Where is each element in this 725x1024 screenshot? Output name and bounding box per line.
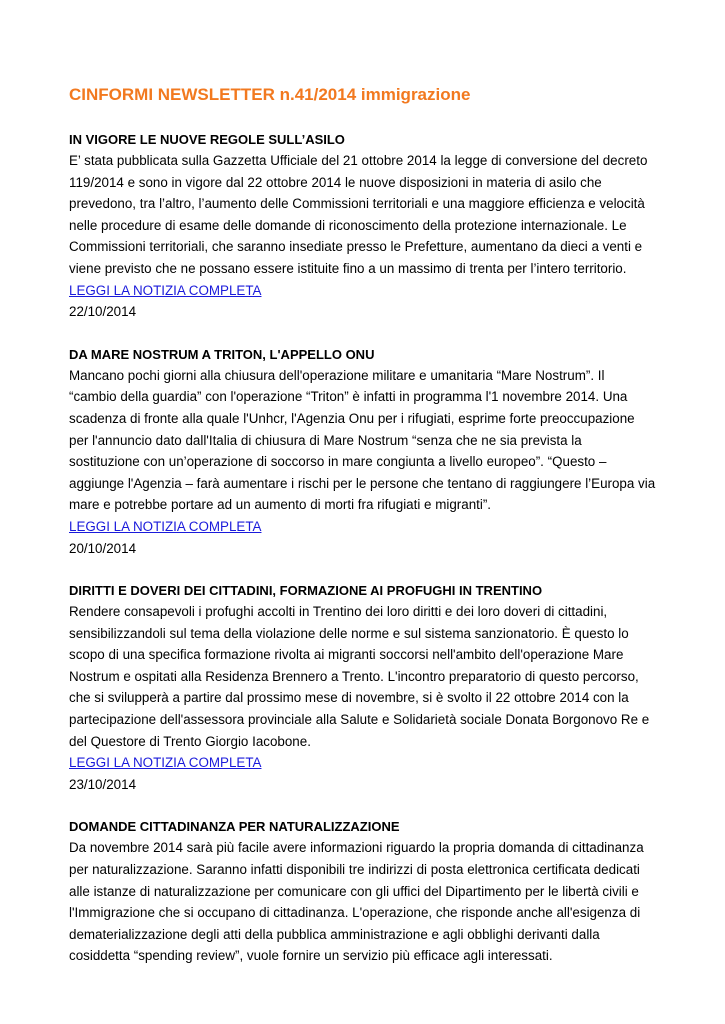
- article-heading: DA MARE NOSTRUM A TRITON, L'APPELLO ONU: [69, 346, 375, 362]
- article-body: E’ stata pubblicata sulla Gazzetta Ufficiale del 21 ottobre 2014 la legge di conversione del decreto 119/2014 e sono in vigore dal 22 ottobre 2014 le nuove disposizioni in materia di asilo che prevedono, tra l’altro, l’aumento delle Commissioni territoriali e una maggiore efficienza e velocità nelle procedure di esame delle domande di riconoscimento della protezione internazionale. Le Commissioni territoriali, che saranno insediate presso le Prefetture, aumentano da dieci a venti e viene previsto che ne possano essere istituite fino a un massimo di trenta per l’intero territorio.: [69, 153, 648, 276]
- article-date: 20/10/2014: [69, 540, 137, 556]
- newsletter-title: CINFORMI NEWSLETTER n.41/2014 immigrazione: [69, 85, 471, 104]
- article-date: 22/10/2014: [69, 304, 137, 320]
- article-heading: IN VIGORE LE NUOVE REGOLE SULL’ASILO: [69, 132, 345, 147]
- article-cittadinanza: [69, 816, 659, 967]
- article-body: Mancano pochi giorni alla chiusura dell'operazione militare e umanitaria “Mare Nostrum”. Il “cambio della guardia” con l'operazione “Triton” è infatti in programma l'1 novembre 2014. Una scadenza di fronte alla quale l'Unhcr, l'Agenzia Onu per i rifugiati, esprime forte preoccupazione per l'annuncio dato dall'Italia di chiusura di Mare Nostrum “senza che ne sia prevista la sostituzione con un’operazione di soccorso in mare congiunta a livello europeo”. “Questo – aggiunge l'Agenzia – farà aumentare i rischi per le persone che tentano di raggiungere l’Europa via mare e potrebbe portare ad un aumento di morti fra rifugiati e migranti”.: [69, 367, 656, 513]
- article-heading: DIRITTI E DOVERI DEI CITTADINI, FORMAZIONE AI PROFUGHI IN TRENTINO: [69, 583, 543, 599]
- read-more-link[interactable]: LEGGI LA NOTIZIA COMPLETA: [69, 282, 262, 298]
- article-asilo: [69, 129, 659, 323]
- article-formazione-profughi: [69, 580, 659, 795]
- article-date: 23/10/2014: [69, 776, 137, 792]
- article-heading: DOMANDE CITTADINANZA PER NATURALIZZAZIONE: [69, 819, 400, 835]
- article-triton: [69, 344, 659, 559]
- read-more-link[interactable]: LEGGI LA NOTIZIA COMPLETA: [69, 518, 262, 534]
- article-body: Rendere consapevoli i profughi accolti in Trentino dei loro diritti e dei loro doveri di cittadini, sensibilizzandoli sul tema della violazione delle norme e sul sistema sanzionatorio. È questo lo scopo di una specifica formazione rivolta ai migranti soccorsi nell'ambito dell'operazione Mare Nostrum e ospitati alla Residenza Brennero a Trento. L'incontro preparatorio di questo percorso, che si svilupperà a partire dal prossimo mese di novembre, si è svolto il 22 ottobre 2014 con la partecipazione dell'assessora provinciale alla Salute e Solidarietà sociale Donata Borgonovo Re e del Questore di Trento Giorgio Iacobone.: [69, 604, 650, 749]
- article-body: Da novembre 2014 sarà più facile avere informazioni riguardo la propria domanda di cittadinanza per naturalizzazione. Saranno infatti disponibili tre indirizzi di posta elettronica certificata dedicati alle istanze di naturalizzazione per comunicare con gli uffici del Dipartimento per le libertà civili e l'Immigrazione che si occupano di cittadinanza. L'operazione, che risponde anche all'esigenza di dematerializzazione degli atti della pubblica amministrazione e agli obblighi derivanti dalla cosiddetta “spending review”, vuole fornire un servizio più efficace agli interessati.: [69, 840, 644, 964]
- read-more-link[interactable]: LEGGI LA NOTIZIA COMPLETA: [69, 755, 262, 771]
- newsletter-page: [69, 84, 659, 988]
